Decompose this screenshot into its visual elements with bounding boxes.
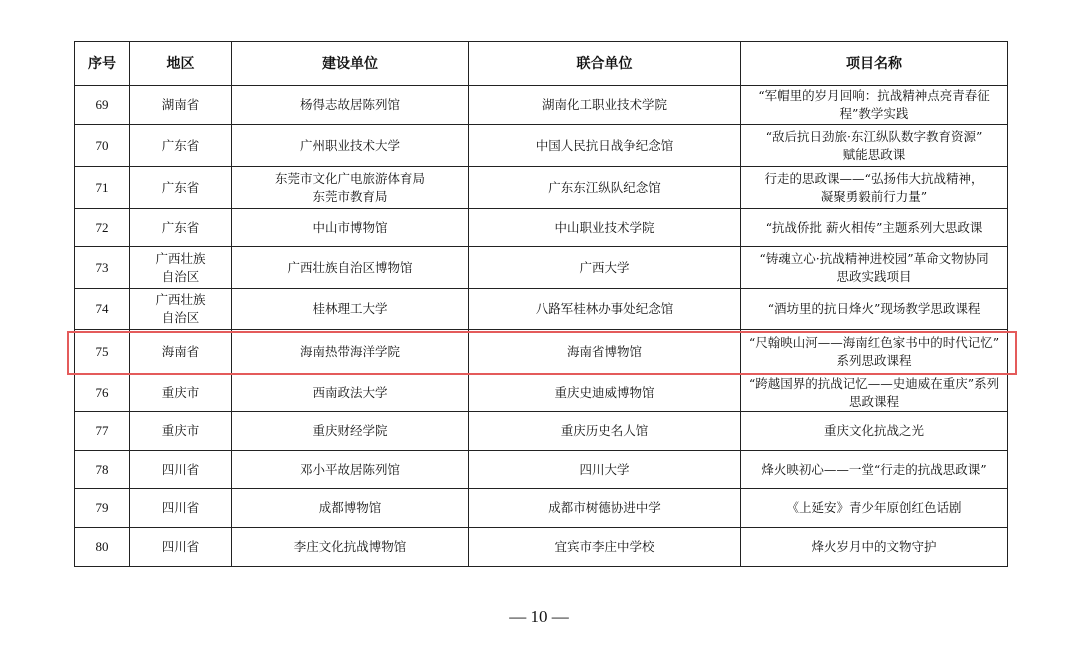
row-seq: 78 bbox=[75, 451, 130, 489]
table-row bbox=[75, 247, 1008, 289]
table-row bbox=[75, 374, 1008, 412]
row-region-line: 四川省 bbox=[161, 539, 200, 554]
row-partner-line: 广东东江纵队纪念馆 bbox=[548, 179, 661, 195]
row-project bbox=[741, 247, 1008, 289]
row-builder bbox=[232, 125, 469, 167]
row-builder-line: 广州职业技术大学 bbox=[299, 137, 400, 153]
table-row bbox=[75, 330, 1008, 374]
row-region-line: 自治区 bbox=[161, 268, 200, 284]
row-partner-line: 成都市树德协进中学 bbox=[548, 500, 661, 515]
row-project-line: 烽火映初心——一堂“行走的抗战思政课” bbox=[761, 461, 987, 477]
row-builder-line: 东莞市教育局 bbox=[312, 188, 388, 204]
row-region bbox=[130, 247, 232, 289]
row-partner bbox=[469, 489, 741, 528]
row-builder bbox=[232, 289, 469, 330]
row-project bbox=[741, 451, 1008, 489]
row-region bbox=[130, 451, 232, 489]
row-seq: 69 bbox=[75, 86, 130, 125]
row-project-line: “尺翰映山河——海南红色家书中的时代记忆” bbox=[748, 334, 1000, 350]
row-partner-line: 海南省博物馆 bbox=[566, 343, 642, 359]
row-project-line: 重庆文化抗战之光 bbox=[823, 423, 924, 438]
row-region-line: 重庆市 bbox=[161, 384, 200, 400]
row-project-line: “敌后抗日劲旅·东江纵队数字教育资源” bbox=[765, 128, 983, 144]
row-project bbox=[741, 412, 1008, 451]
row-seq: 77 bbox=[75, 412, 130, 451]
row-region-line: 重庆市 bbox=[161, 423, 200, 438]
row-project-line: 行走的思政课——“弘扬伟大抗战精神， bbox=[764, 170, 984, 186]
row-builder bbox=[232, 451, 469, 489]
table-row bbox=[75, 528, 1008, 567]
row-builder-line: 海南热带海洋学院 bbox=[299, 343, 400, 359]
table-row bbox=[75, 86, 1008, 125]
row-seq: 75 bbox=[75, 330, 130, 374]
row-seq: 79 bbox=[75, 489, 130, 528]
row-partner bbox=[469, 451, 741, 489]
row-project bbox=[741, 209, 1008, 247]
row-builder-line: 李庄文化抗战博物馆 bbox=[293, 539, 407, 554]
row-partner-line: 湖南化工职业技术学院 bbox=[541, 97, 667, 112]
row-partner-line: 中山职业技术学院 bbox=[554, 219, 655, 235]
row-region-line: 海南省 bbox=[161, 343, 200, 359]
row-project bbox=[741, 330, 1008, 374]
row-partner-line: 中国人民抗日战争纪念馆 bbox=[535, 137, 674, 153]
row-builder bbox=[232, 412, 469, 451]
row-region-line: 广东省 bbox=[161, 219, 200, 235]
row-region bbox=[130, 412, 232, 451]
row-seq: 72 bbox=[75, 209, 130, 247]
row-project-line: 凝聚勇毅前行力量” bbox=[820, 188, 928, 204]
row-project bbox=[741, 86, 1008, 125]
row-partner bbox=[469, 209, 741, 247]
table-row bbox=[75, 412, 1008, 451]
row-builder-line: 中山市博物馆 bbox=[312, 219, 388, 235]
row-project-line: 烽火岁月中的文物守护 bbox=[811, 539, 937, 554]
table-row bbox=[75, 451, 1008, 489]
table-row bbox=[75, 209, 1008, 247]
row-project-line: “军帽里的岁月回响：抗战精神点亮青春征程”教学实践 bbox=[758, 88, 990, 121]
row-seq: 70 bbox=[75, 125, 130, 167]
row-region-line: 四川省 bbox=[161, 461, 200, 477]
row-builder-line: 成都博物馆 bbox=[318, 500, 382, 515]
row-builder bbox=[232, 489, 469, 528]
header-seq: 序号 bbox=[75, 42, 130, 86]
row-partner-line: 八路军桂林办事处纪念馆 bbox=[535, 301, 674, 316]
row-builder bbox=[232, 374, 469, 412]
row-builder bbox=[232, 167, 469, 209]
table-header-row bbox=[75, 42, 1008, 86]
row-partner bbox=[469, 125, 741, 167]
table-row bbox=[75, 489, 1008, 528]
row-partner bbox=[469, 167, 741, 209]
row-builder-line: 桂林理工大学 bbox=[312, 301, 388, 316]
row-region-line: 广西壮族 bbox=[155, 292, 206, 307]
row-builder bbox=[232, 209, 469, 247]
row-seq: 71 bbox=[75, 167, 130, 209]
project-table bbox=[74, 41, 1008, 567]
table-row bbox=[75, 289, 1008, 330]
row-builder-line: 广西壮族自治区博物馆 bbox=[287, 259, 413, 275]
row-seq: 80 bbox=[75, 528, 130, 567]
row-partner-line: 重庆史迪威博物馆 bbox=[554, 384, 655, 400]
row-region bbox=[130, 125, 232, 167]
row-partner-line: 宜宾市李庄中学校 bbox=[554, 539, 655, 554]
row-partner bbox=[469, 412, 741, 451]
page-number: — 10 — bbox=[509, 607, 569, 626]
row-region bbox=[130, 330, 232, 374]
row-project bbox=[741, 374, 1008, 412]
row-project bbox=[741, 125, 1008, 167]
row-region bbox=[130, 86, 232, 125]
row-builder-line: 西南政法大学 bbox=[312, 384, 388, 400]
row-project bbox=[741, 528, 1008, 567]
row-builder bbox=[232, 330, 469, 374]
row-project-line: “铸魂立心·抗战精神进校园”革命文物协同 bbox=[759, 250, 989, 266]
row-region-line: 广西壮族 bbox=[155, 250, 206, 266]
row-project-line: 思政实践项目 bbox=[836, 268, 912, 284]
row-project-line: “跨越国界的抗战记忆——史迪威在重庆”系列思政课程 bbox=[748, 375, 1000, 409]
row-region bbox=[130, 209, 232, 247]
row-seq: 74 bbox=[75, 289, 130, 330]
row-region-line: 湖南省 bbox=[161, 97, 200, 112]
row-partner bbox=[469, 289, 741, 330]
row-seq: 76 bbox=[75, 374, 130, 412]
row-region-line: 广东省 bbox=[161, 137, 200, 153]
header-builder: 建设单位 bbox=[232, 42, 469, 86]
row-region bbox=[130, 167, 232, 209]
row-region bbox=[130, 489, 232, 528]
row-region bbox=[130, 289, 232, 330]
row-builder-line: 东莞市文化广电旅游体育局 bbox=[274, 170, 425, 186]
row-partner-line: 四川大学 bbox=[579, 461, 630, 477]
table-row bbox=[75, 167, 1008, 209]
row-project bbox=[741, 289, 1008, 330]
row-project bbox=[741, 167, 1008, 209]
row-partner bbox=[469, 247, 741, 289]
row-partner bbox=[469, 330, 741, 374]
row-region bbox=[130, 374, 232, 412]
row-project-line: “酒坊里的抗日烽火”现场教学思政课程 bbox=[767, 301, 981, 316]
header-partner: 联合单位 bbox=[469, 42, 741, 86]
row-project-line: 赋能思政课 bbox=[842, 146, 906, 162]
row-builder bbox=[232, 86, 469, 125]
row-builder-line: 杨得志故居陈列馆 bbox=[299, 97, 400, 112]
row-project-line: 系列思政课程 bbox=[836, 352, 912, 368]
row-partner bbox=[469, 528, 741, 567]
row-partner-line: 重庆历史名人馆 bbox=[560, 423, 649, 438]
row-partner bbox=[469, 374, 741, 412]
row-region bbox=[130, 528, 232, 567]
row-partner-line: 广西大学 bbox=[579, 259, 630, 275]
row-project bbox=[741, 489, 1008, 528]
row-builder-line: 重庆财经学院 bbox=[312, 423, 388, 438]
table-body bbox=[75, 86, 1008, 567]
header-project: 项目名称 bbox=[741, 42, 1008, 86]
row-region-line: 广东省 bbox=[161, 179, 200, 195]
row-project-line: 《上延安》青少年原创红色话剧 bbox=[786, 500, 962, 515]
table-row bbox=[75, 125, 1008, 167]
row-builder bbox=[232, 528, 469, 567]
row-project-line: “抗战侨批 薪火相传”主题系列大思政课 bbox=[765, 219, 983, 235]
row-partner bbox=[469, 86, 741, 125]
row-builder bbox=[232, 247, 469, 289]
row-region-line: 四川省 bbox=[161, 500, 200, 515]
row-seq: 73 bbox=[75, 247, 130, 289]
header-region: 地区 bbox=[130, 42, 232, 86]
row-region-line: 自治区 bbox=[161, 310, 200, 325]
row-builder-line: 邓小平故居陈列馆 bbox=[299, 461, 400, 477]
